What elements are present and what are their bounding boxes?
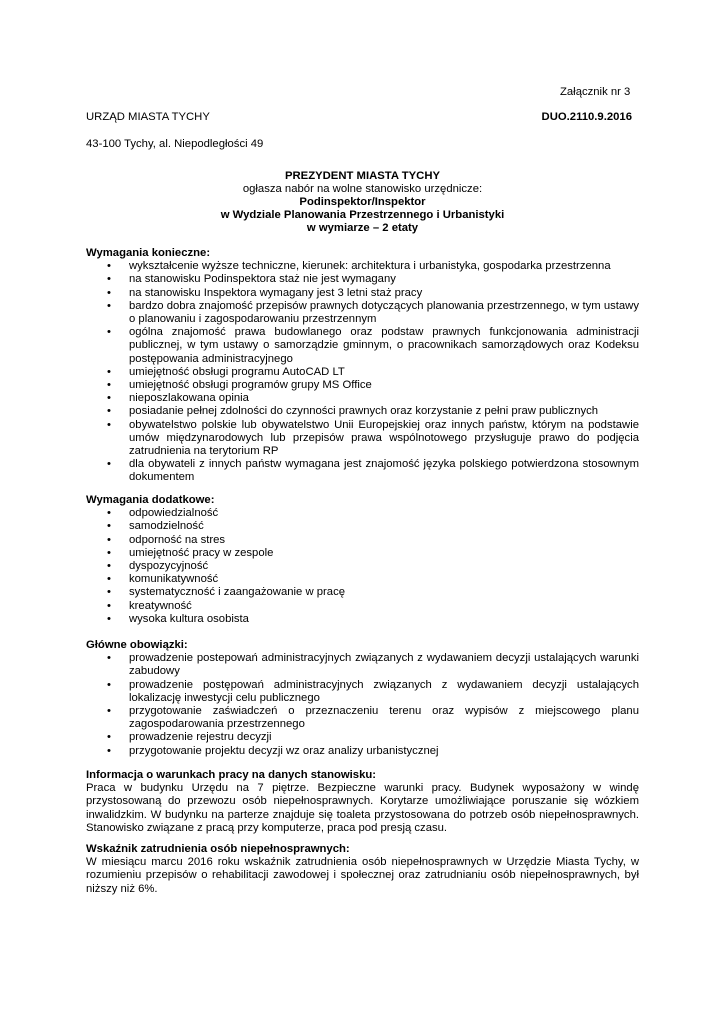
list-item: • wysoka kultura osobista — [107, 612, 249, 625]
bullet-icon: • — [107, 418, 111, 431]
bullet-icon: • — [107, 612, 111, 625]
bullet-icon: • — [107, 273, 111, 286]
list-item: • posiadanie pełnej zdolności do czynności prawnych oraz korzystanie z pełni praw publicznych — [107, 405, 599, 418]
list-item: • odporność na stres — [107, 533, 226, 546]
additional-section — [86, 494, 639, 626]
list-item: • odpowiedzialność — [107, 507, 219, 520]
list-item: • umiejętność pracy w zespole — [107, 546, 274, 559]
attachment-label: Załącznik nr 3 — [560, 86, 631, 98]
bullet-icon: • — [107, 458, 111, 471]
title-fte: w wymiarze – 2 etaty — [306, 222, 419, 234]
list-item: • na stanowisku Podinspektora staż nie jest wymagany — [107, 273, 396, 286]
bullet-icon: • — [107, 533, 111, 546]
office-address: 43-100 Tychy, al. Niepodległości 49 — [86, 138, 264, 150]
duties-section — [86, 639, 639, 758]
conditions-text: Praca w budynku Urzędu na 7 piętrze. Bezpieczne warunki pracy. Budynek wyposażony w windę przystosowaną do przewozu osób niepełnosprawnych. Korytarze umożliwiające poruszanie się wózkiem inwalidzkim. W budynku na parterze znajduje się toaleta przystosowana do potrzeb osób niepełnosprawnych. Stanowisko związane z pracą przy komputerze, praca pod presją czasu. — [86, 782, 639, 834]
bullet-icon: • — [107, 731, 111, 744]
bullet-icon: • — [107, 520, 111, 533]
list-item: • prowadzenie postepowań administracyjnych związanych z wydawaniem decyzji ustalających warunki zabudowy — [107, 652, 639, 678]
duties-heading: Główne obowiązki: — [86, 639, 188, 651]
employment-heading: Wskaźnik zatrudnienia osób niepełnosprawnych: — [86, 843, 350, 855]
required-list — [86, 260, 639, 484]
additional-list — [86, 507, 639, 626]
list-item: • prowadzenie postępowań administracyjnych związanych z wydawaniem decyzji ustalających lokalizację inwestycji celu publicznego — [107, 678, 639, 704]
list-item: • nieposzlakowana opinia — [107, 392, 249, 405]
list-item: • dyspozycyjność — [107, 560, 209, 573]
bullet-icon: • — [107, 546, 111, 559]
list-item: • systematyczność i zaangażowanie w pracę — [107, 586, 345, 599]
bullet-icon: • — [107, 392, 111, 405]
list-item: • bardzo dobra znajomość przepisów prawnych dotyczących planowania przestrzennego, w tym ustawy o planowaniu i zagospodarowaniu przestrzennym — [107, 299, 639, 326]
list-item: • dla obywateli z innych państw wymagana jest znajomość języka polskiego potwierdzona stosownym dokumentem — [107, 458, 639, 484]
bullet-icon: • — [107, 560, 111, 573]
additional-heading: Wymagania dodatkowe: — [86, 494, 215, 506]
list-item: • umiejętność obsługi programów grupy MS Office — [107, 379, 372, 392]
title-department: w Wydziale Planowania Przestrzennego i Urbanistyki — [220, 209, 505, 221]
list-item: • na stanowisku Inspektora wymagany jest 3 letni staż pracy — [107, 286, 423, 299]
required-section — [86, 247, 639, 485]
conditions-heading: Informacja o warunkach pracy na danych stanowisku: — [86, 769, 377, 781]
list-item: • samodzielność — [107, 520, 204, 533]
list-item: • przygotowanie projektu decyzji wz oraz analizy urbanistycznej — [107, 744, 439, 757]
required-heading: Wymagania konieczne: — [86, 247, 211, 259]
list-item: • kreatywność — [107, 599, 192, 612]
list-item: • przygotowanie zaświadczeń o przeznaczeniu terenu oraz wypisów z miejscowego planu zagospodarowania przestrzennego — [107, 705, 639, 731]
title-position: Podinspektor/Inspektor — [299, 196, 426, 208]
bullet-icon: • — [107, 286, 111, 299]
bullet-icon: • — [107, 260, 111, 273]
list-item: • obywatelstwo polskie lub obywatelstwo Unii Europejskiej oraz innych państw, którym na podstawie umów międzynarodowych lub przepisów prawa wspólnotowego przysługuje prawo do podjęcia zatrudnienia na terytorium RP — [107, 418, 639, 458]
bullet-icon: • — [107, 678, 111, 691]
list-item: • prowadzenie rejestru decyzji — [107, 731, 272, 744]
employment-section — [86, 843, 639, 896]
employment-text: W miesiącu marcu 2016 roku wskaźnik zatrudnienia osób niepełnosprawnych w Urzędzie Miasta Tychy, w rozumieniu przepisów o rehabilitacji zawodowej i społecznej oraz zatrudnianiu osób niepełnosprawnych, był niższy niż 6%. — [86, 856, 639, 895]
duties-list — [86, 652, 639, 758]
office-name: URZĄD MIASTA TYCHY — [86, 111, 210, 123]
conditions-section — [86, 769, 639, 835]
bullet-icon: • — [107, 326, 111, 339]
bullet-icon: • — [107, 744, 111, 757]
bullet-icon: • — [107, 299, 111, 312]
bullet-icon: • — [107, 379, 111, 392]
title-announcement: ogłasza nabór na wolne stanowisko urzędnicze: — [242, 183, 483, 195]
bullet-icon: • — [107, 586, 111, 599]
bullet-icon: • — [107, 573, 111, 586]
list-item: • umiejętność obsługi programu AutoCAD LT — [107, 365, 345, 378]
bullet-icon: • — [107, 507, 111, 520]
bullet-icon: • — [107, 652, 111, 665]
list-item: • komunikatywność — [107, 573, 219, 586]
reference-number: DUO.2110.9.2016 — [541, 111, 632, 123]
bullet-icon: • — [107, 705, 111, 718]
list-item: • wykształcenie wyższe techniczne, kierunek: architektura i urbanistyka, gospodarka przestrzenna — [107, 260, 611, 273]
list-item: • ogólna znajomość prawa budowlanego oraz podstaw prawnych funkcjonowania administracji publicznej, w tym ustawy o samorządzie gminnym, o pracownikach samorządowych oraz Kodeksu postępowania administracyjnego — [107, 326, 639, 365]
bullet-icon: • — [107, 405, 111, 418]
bullet-icon: • — [107, 365, 111, 378]
title-mayor: PREZYDENT MIASTA TYCHY — [284, 170, 441, 182]
bullet-icon: • — [107, 599, 111, 612]
